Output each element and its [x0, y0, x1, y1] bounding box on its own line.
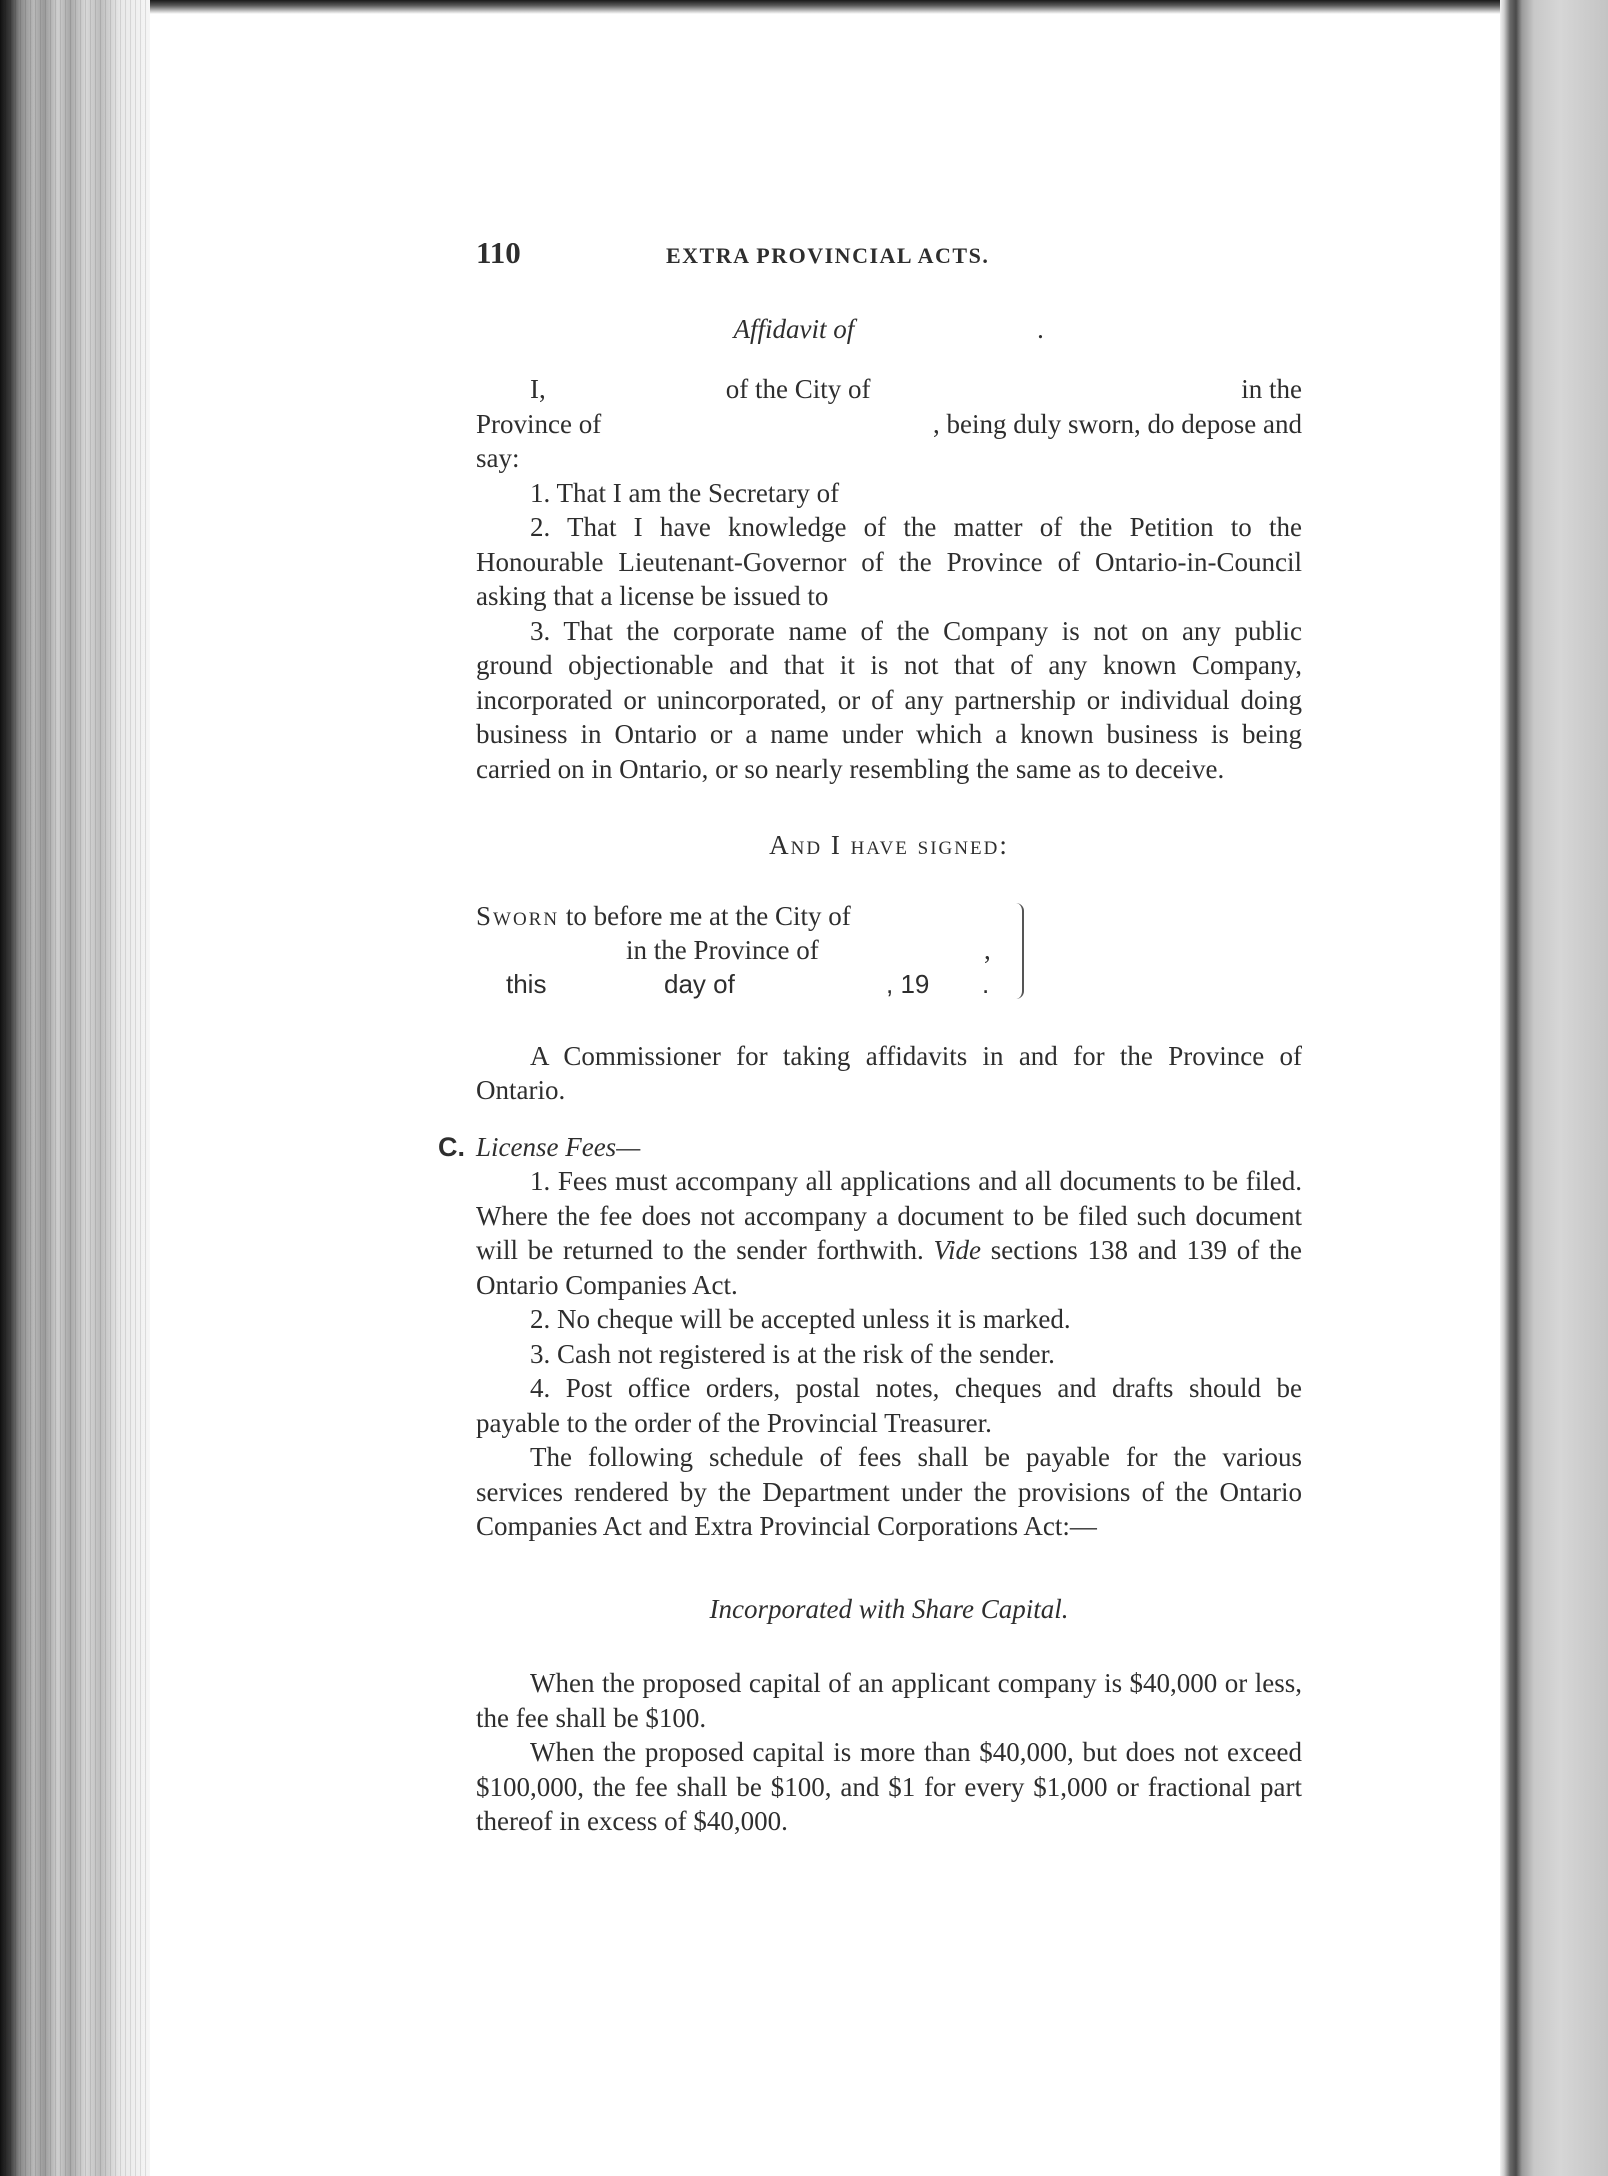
section-label: C.: [438, 1131, 465, 1162]
fees-item-4: 4. Post office orders, postal notes, cheques and drafts should be payable to the order of the Provincial Treasurer.: [476, 1373, 1302, 1438]
say-line: say:: [476, 443, 520, 473]
deponent-city: of the City of: [725, 374, 871, 404]
affidavit-item-1: 1. That I am the Secretary of: [530, 477, 840, 508]
affidavit-item-2: 2. That I have knowledge of the matter of the Petition to the Honourable Lieutenant-Governor of the Province of Ontario-in-Council asking that a license be issued to: [476, 512, 1302, 611]
jurat-line-3-end: .: [982, 968, 990, 999]
jurat-this: this: [506, 968, 547, 999]
deponent-in-the: in the: [1241, 374, 1302, 404]
signature-line: And I have signed:: [769, 830, 1009, 860]
running-head: EXTRA PROVINCIAL ACTS.: [666, 243, 990, 268]
affidavit-item-3: 3. That the corporate name of the Company is not on any public ground objectionable and that it is not that of any known Company, incorporated or unincorporated, or of any partnership or individual doing business in Ontario or a name under which a known business is being carried on in Ontario, or so nearly resembling the same as to deceive.: [476, 615, 1302, 784]
jurat-line-1: [476, 899, 1036, 933]
deponent-i: I,: [530, 374, 546, 404]
schedule-intro: The following schedule of fees shall be payable for the various services rendered by the Department under the provisions of the Ontario Companies Act and Extra Provincial Corporations Act:—: [476, 1442, 1302, 1541]
affidavit-title-text: Affidavit of: [733, 313, 855, 344]
jurat-brace: [1014, 903, 1024, 999]
page-number: 110: [476, 235, 521, 270]
vide-word: Vide: [933, 1235, 981, 1265]
jurat-line-3: [476, 967, 1036, 1001]
sworn-depose: , being duly sworn, do depose and: [933, 408, 1302, 439]
fees-item-3: 3. Cash not registered is at the risk of the sender.: [530, 1338, 1055, 1369]
fees-item-1-text: 1. Fees must accompany all applications and all documents to be filed. Where the fee does not accompany a document to be filed such document will be returned to the sender forthwith.: [476, 1166, 1302, 1265]
jurat-line-2-end: ,: [984, 934, 991, 965]
commissioner-line: A Commissioner for taking affidavits in and for the Province of Ontario.: [476, 1040, 1302, 1105]
section-c: [438, 1130, 1302, 1544]
license-fees-heading: License Fees—: [476, 1131, 641, 1162]
scan-shadow-top: [150, 0, 1608, 14]
jurat-line-2: [476, 933, 1036, 967]
book-page: [438, 235, 1302, 1839]
deponent-line: [476, 372, 1302, 407]
jurat-province: in the Province of: [626, 934, 819, 965]
jurat-city: to before me at the City of: [565, 900, 851, 931]
jurat-year: , 19: [886, 968, 930, 999]
share-capital-heading: Incorporated with Share Capital.: [709, 1593, 1069, 1624]
fees-item-2: 2. No cheque will be accepted unless it is marked.: [530, 1304, 1071, 1334]
book-binding-left: [0, 0, 150, 2176]
book-binding-right: [1500, 0, 1608, 2176]
jurat-day: day of: [664, 968, 735, 999]
province-label: Province of: [476, 408, 602, 439]
share-capital-para-1: When the proposed capital of an applicant company is $40,000 or less, the fee shall be $100.: [476, 1668, 1302, 1733]
fees-item-1-end: sections 138 and 139 of the Ontario Companies Act.: [476, 1235, 1302, 1300]
page-header: [476, 236, 1302, 274]
jurat-block: [476, 899, 1036, 1001]
province-line: [476, 407, 1302, 442]
sworn-word: Sworn: [476, 900, 560, 931]
fees-item-1: [476, 1164, 1302, 1302]
affidavit-title: [476, 312, 1302, 347]
affidavit-title-end: .: [1037, 313, 1045, 344]
share-capital-para-2: When the proposed capital is more than $40,000, but does not exceed $100,000, the fee shall be $100, and $1 for every $1,000 or fractional part thereof in excess of $40,000.: [476, 1737, 1302, 1836]
